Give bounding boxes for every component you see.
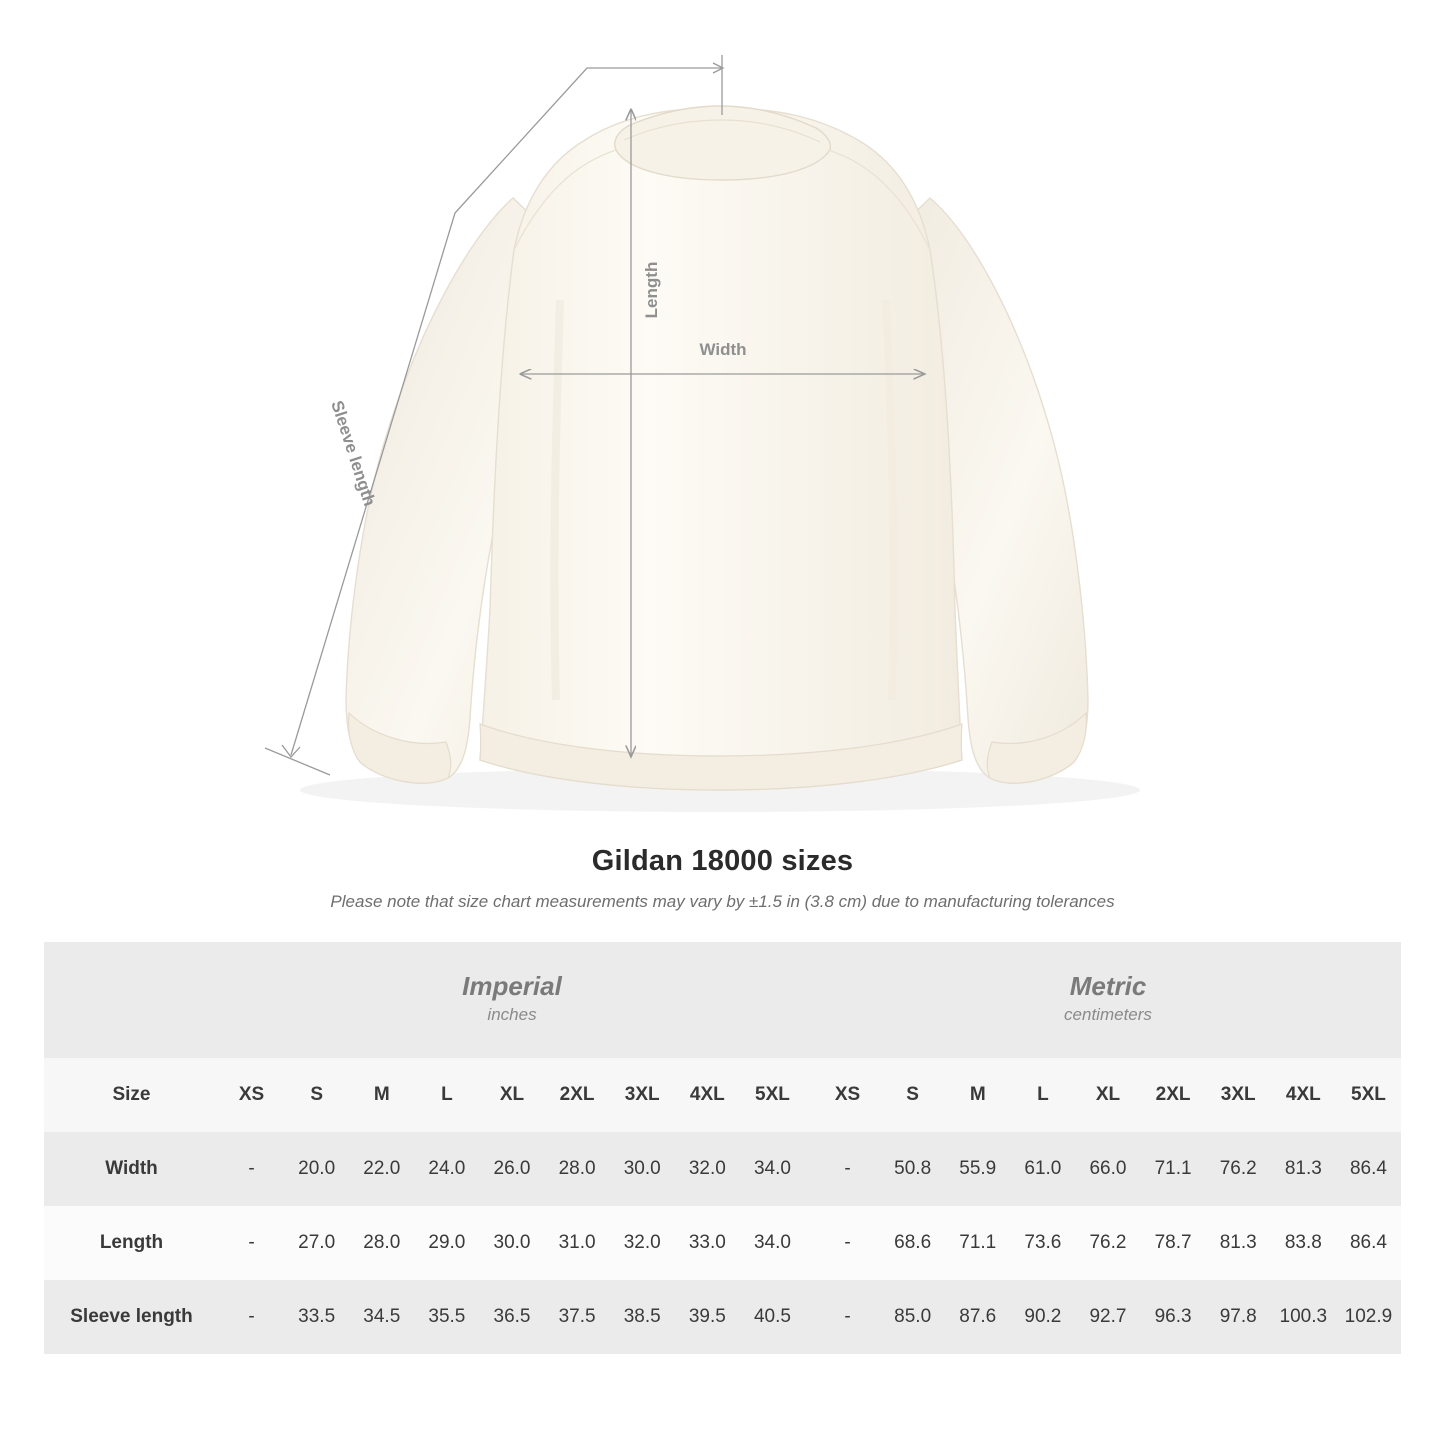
- size-imperial-4: XL: [479, 1058, 544, 1132]
- size-spacer: [805, 1058, 815, 1132]
- size-metric-6: 3XL: [1206, 1058, 1271, 1132]
- sleeve-imperial-0: -: [219, 1280, 284, 1354]
- sleeve-metric-7: 100.3: [1271, 1280, 1336, 1354]
- width-metric-8: 86.4: [1336, 1132, 1401, 1206]
- sleeve-metric-2: 87.6: [945, 1280, 1010, 1354]
- unit-header-imperial: [219, 942, 805, 1058]
- sleeve-metric-1: 85.0: [880, 1280, 945, 1354]
- size-imperial-6: 3XL: [610, 1058, 675, 1132]
- length-metric-6: 81.3: [1206, 1206, 1271, 1280]
- sleeve-metric-5: 96.3: [1141, 1280, 1206, 1354]
- sleeve-spacer: [805, 1280, 815, 1354]
- size-metric-0: XS: [815, 1058, 880, 1132]
- size-metric-7: 4XL: [1271, 1058, 1336, 1132]
- size-imperial-7: 4XL: [675, 1058, 740, 1132]
- width-spacer: [805, 1132, 815, 1206]
- size-imperial-2: M: [349, 1058, 414, 1132]
- sleeve-imperial-1: 33.5: [284, 1280, 349, 1354]
- length-label: Length: [642, 261, 661, 319]
- length-metric-1: 68.6: [880, 1206, 945, 1280]
- length-imperial-4: 30.0: [479, 1206, 544, 1280]
- length-imperial-8: 34.0: [740, 1206, 805, 1280]
- table-row-length: [44, 1206, 1401, 1280]
- length-metric-8: 86.4: [1336, 1206, 1401, 1280]
- tolerance-note: Please note that size chart measurements may vary by ±1.5 in (3.8 cm) due to manufacturing tolerances: [330, 892, 1115, 911]
- size-metric-5: 2XL: [1141, 1058, 1206, 1132]
- unit-header-metric: [815, 942, 1401, 1058]
- width-imperial-8: 34.0: [740, 1132, 805, 1206]
- width-imperial-5: 28.0: [545, 1132, 610, 1206]
- length-imperial-0: -: [219, 1206, 284, 1280]
- sleeve-metric-8: 102.9: [1336, 1280, 1401, 1354]
- sleeve-imperial-6: 38.5: [610, 1280, 675, 1354]
- sleeve-metric-3: 90.2: [1010, 1280, 1075, 1354]
- length-imperial-6: 32.0: [610, 1206, 675, 1280]
- unit-header-row: [44, 942, 1401, 1058]
- size-imperial-8: 5XL: [740, 1058, 805, 1132]
- sleeve-metric-4: 92.7: [1075, 1280, 1140, 1354]
- width-imperial-6: 30.0: [610, 1132, 675, 1206]
- length-metric-2: 71.1: [945, 1206, 1010, 1280]
- unit-header-spacer: [805, 942, 815, 1058]
- width-imperial-3: 24.0: [414, 1132, 479, 1206]
- table-row-sizes: [44, 1058, 1401, 1132]
- length-metric-3: 73.6: [1010, 1206, 1075, 1280]
- width-imperial-1: 20.0: [284, 1132, 349, 1206]
- sleeve-imperial-5: 37.5: [545, 1280, 610, 1354]
- sleeve-length-label: Sleeve length: [327, 398, 380, 509]
- length-metric-5: 78.7: [1141, 1206, 1206, 1280]
- size-imperial-5: 2XL: [545, 1058, 610, 1132]
- unit-header-blank: [44, 942, 219, 1058]
- width-metric-1: 50.8: [880, 1132, 945, 1206]
- length-imperial-1: 27.0: [284, 1206, 349, 1280]
- row-label-width: Width: [44, 1132, 219, 1206]
- sleeve-tick-bottom: [265, 748, 330, 775]
- width-metric-0: -: [815, 1132, 880, 1206]
- sleeve-imperial-4: 36.5: [479, 1280, 544, 1354]
- sleeve-imperial-3: 35.5: [414, 1280, 479, 1354]
- length-imperial-5: 31.0: [545, 1206, 610, 1280]
- length-imperial-7: 33.0: [675, 1206, 740, 1280]
- size-imperial-1: S: [284, 1058, 349, 1132]
- width-imperial-2: 22.0: [349, 1132, 414, 1206]
- size-metric-4: XL: [1075, 1058, 1140, 1132]
- unit-name-metric: Metric: [1069, 971, 1147, 1002]
- size-metric-3: L: [1010, 1058, 1075, 1132]
- table-row-width: [44, 1132, 1401, 1206]
- sleeve-imperial-7: 39.5: [675, 1280, 740, 1354]
- width-metric-4: 66.0: [1075, 1132, 1140, 1206]
- size-row-label: Size: [44, 1058, 219, 1132]
- length-spacer: [805, 1206, 815, 1280]
- sleeve-arrow-head-bottom: [282, 745, 300, 757]
- sleeve-imperial-8: 40.5: [740, 1280, 805, 1354]
- unit-sub-imperial: inches: [487, 1005, 537, 1025]
- row-label-sleeve-length: Sleeve length: [44, 1280, 219, 1354]
- size-table: [44, 942, 1401, 1354]
- unit-name-imperial: Imperial: [462, 971, 562, 1002]
- width-metric-5: 71.1: [1141, 1132, 1206, 1206]
- width-imperial-0: -: [219, 1132, 284, 1206]
- row-label-length: Length: [44, 1206, 219, 1280]
- length-imperial-2: 28.0: [349, 1206, 414, 1280]
- width-metric-7: 81.3: [1271, 1132, 1336, 1206]
- size-metric-1: S: [880, 1058, 945, 1132]
- width-metric-3: 61.0: [1010, 1132, 1075, 1206]
- width-imperial-7: 32.0: [675, 1132, 740, 1206]
- size-metric-2: M: [945, 1058, 1010, 1132]
- sleeve-metric-0: -: [815, 1280, 880, 1354]
- sleeve-imperial-2: 34.5: [349, 1280, 414, 1354]
- table-row-sleeve-length: [44, 1280, 1401, 1354]
- size-imperial-0: XS: [219, 1058, 284, 1132]
- width-metric-2: 55.9: [945, 1132, 1010, 1206]
- length-metric-4: 76.2: [1075, 1206, 1140, 1280]
- size-imperial-3: L: [414, 1058, 479, 1132]
- length-imperial-3: 29.0: [414, 1206, 479, 1280]
- width-label: Width: [699, 340, 747, 359]
- page-title: Gildan 18000 sizes: [591, 845, 854, 877]
- length-metric-0: -: [815, 1206, 880, 1280]
- width-metric-6: 76.2: [1206, 1132, 1271, 1206]
- sleeve-metric-6: 97.8: [1206, 1280, 1271, 1354]
- size-table-wrapper: [0, 942, 1445, 1354]
- unit-sub-metric: centimeters: [1064, 1005, 1152, 1025]
- length-metric-7: 83.8: [1271, 1206, 1336, 1280]
- width-imperial-4: 26.0: [479, 1132, 544, 1206]
- size-metric-8: 5XL: [1336, 1058, 1401, 1132]
